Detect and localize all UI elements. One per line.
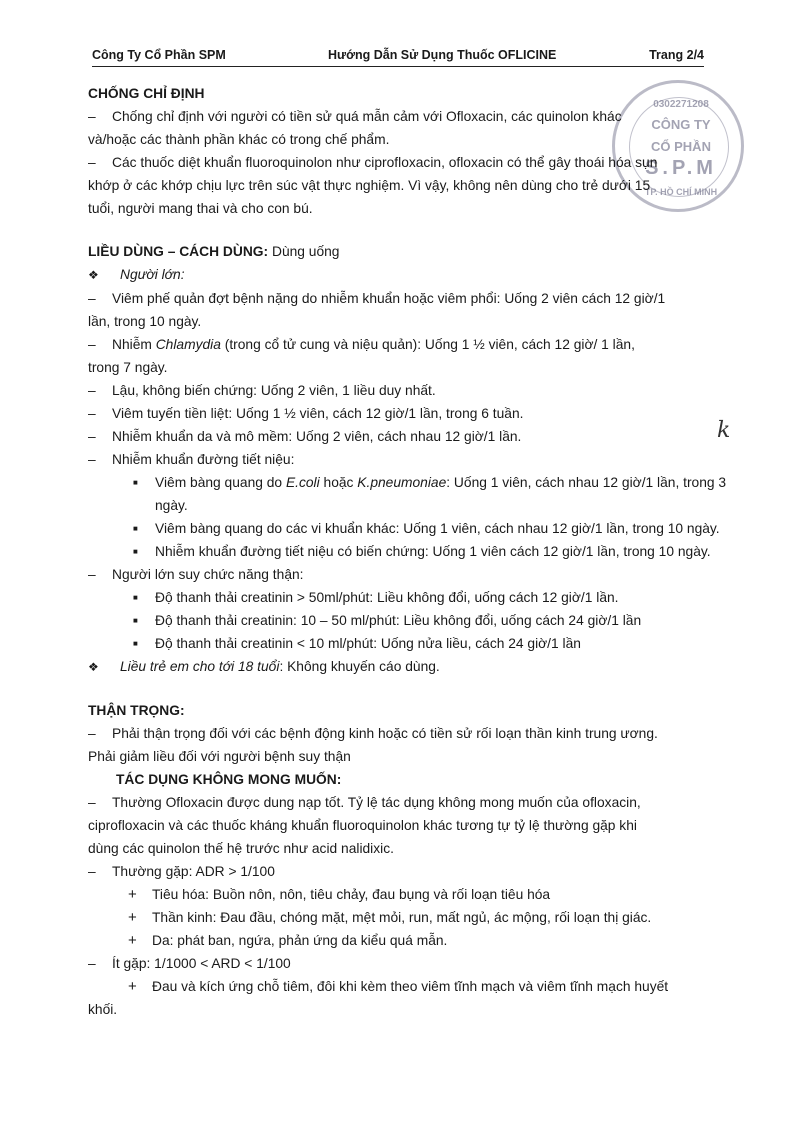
dash-icon [88,287,112,310]
caution-heading: THẬN TRỌNG: [88,703,185,718]
dosage-item-bronchitis-cont: lần, trong 10 ngày. [88,314,202,329]
dash-icon [88,379,112,402]
document-title: Hướng Dẫn Sử Dụng Thuốc OFLICINE [328,48,557,62]
dosage-heading: LIỀU DÙNG – CÁCH DÙNG: Dùng uống [88,244,340,259]
common-effects-list [88,883,738,952]
renal-list [88,586,738,655]
list-item: ■ Viêm bàng quang do E.coli hoặc K.pneumoniae: Uống 1 viên, cách nhau 12 giờ/1 lần, trong 3 ngày. [133,471,738,517]
list-item: + Thần kinh: Đau đầu, chóng mặt, mệt mỏi, run, mất ngủ, ác mộng, rối loạn thị giác. [128,906,738,929]
list-item: ■ Độ thanh thải creatinin > 50ml/phút: Liều không đổi, uống cách 12 giờ/1 lần. [133,586,738,609]
dash-icon [88,425,112,448]
dosage-item-bronchitis: –Viêm phế quản đợt bệnh nặng do nhiễm khuẩn hoặc viêm phổi: Uống 2 viên cách 12 giờ/1 [88,287,738,310]
dash-icon [88,333,112,356]
dosage-item-skin: –Nhiễm khuẩn da và mô mềm: Uống 2 viên, cách nhau 12 giờ/1 lần. [88,425,738,448]
list-item: ■ Nhiễm khuẩn đường tiết niệu có biến chứng: Uống 1 viên cách 12 giờ/1 lần, trong 10 ngày. [133,540,738,563]
diamond-bullet-icon: ❖ [88,660,99,674]
list-item: ■ Viêm bàng quang do các vi khuẩn khác: Uống 1 viên, cách nhau 12 giờ/1 lần, trong 10 ngày. [133,517,738,540]
dash-icon [88,791,112,814]
adverse-paragraph-end: dùng các quinolon thế hệ trước như acid nalidixic. [88,841,394,856]
adverse-heading: TÁC DỤNG KHÔNG MONG MUỐN: [116,772,342,787]
adverse-paragraph-cont: ciprofloxacin và các thuốc kháng khuẩn fluoroquinolon khác tương tự tỷ lệ thường gặp khi [88,818,637,833]
list-item: + Da: phát ban, ngứa, phản ứng da kiểu quá mẫn. [128,929,738,952]
dash-icon [88,105,112,128]
stamp-number: 0302271208 [653,99,709,110]
dosage-item-renal: –Người lớn suy chức năng thận: [88,563,738,586]
dash-icon [88,448,112,471]
stamp-line-2: CỔ PHẦN [651,139,711,154]
contra-paragraph-2-cont: khớp ở các khớp chịu lực trên súc vật thực nghiệm. Vì vậy, không nên dùng cho trẻ dưới 15 [88,178,651,193]
contra-paragraph-1-cont: và/hoặc các thành phần khác có trong chế phẩm. [88,132,390,147]
rare-effects-list [88,975,738,998]
dosage-item-chlamydia: –Nhiễm Chlamydia (trong cổ tử cung và niệu quản): Uống 1 ½ viên, cách 12 giờ/ 1 lần, [88,333,738,356]
document-body [88,82,738,1021]
stamp-line-4: TP. HỒ CHÍ MINH [644,187,718,197]
contra-paragraph-1: –Chống chỉ định với người có tiền sử quá mẫn cảm với Ofloxacin, các quinolon khác [88,105,738,128]
list-item: ■ Độ thanh thải creatinin: 10 – 50 ml/phút: Liều không đổi, uống cách 24 giờ/1 lần [133,609,738,632]
contra-paragraph-2: –Các thuốc diệt khuẩn fluoroquinolon như ciprofloxacin, ofloxacin có thể gây thoái hóa sụn [88,151,738,174]
page-header [92,48,704,67]
dash-icon [88,402,112,425]
dash-icon [88,952,112,975]
list-item: + Tiêu hóa: Buồn nôn, nôn, tiêu chảy, đau bụng và rối loạn tiêu hóa [128,883,738,906]
dosage-item-urinary: –Nhiễm khuẩn đường tiết niệu: [88,448,738,471]
dosage-item-chlamydia-cont: trong 7 ngày. [88,360,168,375]
adverse-common: –Thường gặp: ADR > 1/100 [88,860,738,883]
caution-paragraph-2: Phải giảm liều đối với người bệnh suy thận [88,749,351,764]
dosage-item-gonorrhea: –Lậu, không biến chứng: Uống 2 viên, 1 liều duy nhất. [88,379,738,402]
contraindications-heading: CHỐNG CHỈ ĐỊNH [88,86,205,101]
adverse-rare: –Ít gặp: 1/1000 < ARD < 1/100 [88,952,738,975]
stamp-line-3: S.P.M [645,157,717,179]
rare-effects-cont: khối. [88,1002,118,1017]
dash-icon [88,563,112,586]
caution-paragraph-1: –Phải thận trọng đối với các bệnh động kinh hoặc có tiền sử rối loạn thần kinh trung ương. [88,722,738,745]
stamp-line-1: CÔNG TY [651,117,711,132]
diamond-bullet-icon: ❖ [88,268,99,282]
adult-subheading: ❖ Người lớn: [88,263,738,287]
handwritten-initial: k [717,418,731,443]
child-dosage: ❖ Liều trẻ em cho tới 18 tuổi: Không khuyến cáo dùng. [88,655,738,679]
dosage-item-prostatitis: –Viêm tuyến tiền liệt: Uống 1 ½ viên, cách 12 giờ/1 lần, trong 6 tuần. [88,402,738,425]
urinary-list [88,471,738,563]
contra-paragraph-2-end: tuổi, người mang thai và cho con bú. [88,201,313,216]
adverse-paragraph: –Thường Ofloxacin được dung nạp tốt. Tỷ lệ tác dụng không mong muốn của ofloxacin, [88,791,738,814]
page-number: Trang 2/4 [649,48,704,62]
list-item: + Đau và kích ứng chỗ tiêm, đôi khi kèm theo viêm tĩnh mạch và viêm tĩnh mạch huyết [128,975,738,998]
company-name: Công Ty Cổ Phần SPM [92,48,226,62]
dash-icon [88,151,112,174]
dash-icon [88,722,112,745]
list-item: ■ Độ thanh thải creatinin < 10 ml/phút: Uống nửa liều, cách 24 giờ/1 lần [133,632,738,655]
dash-icon [88,860,112,883]
